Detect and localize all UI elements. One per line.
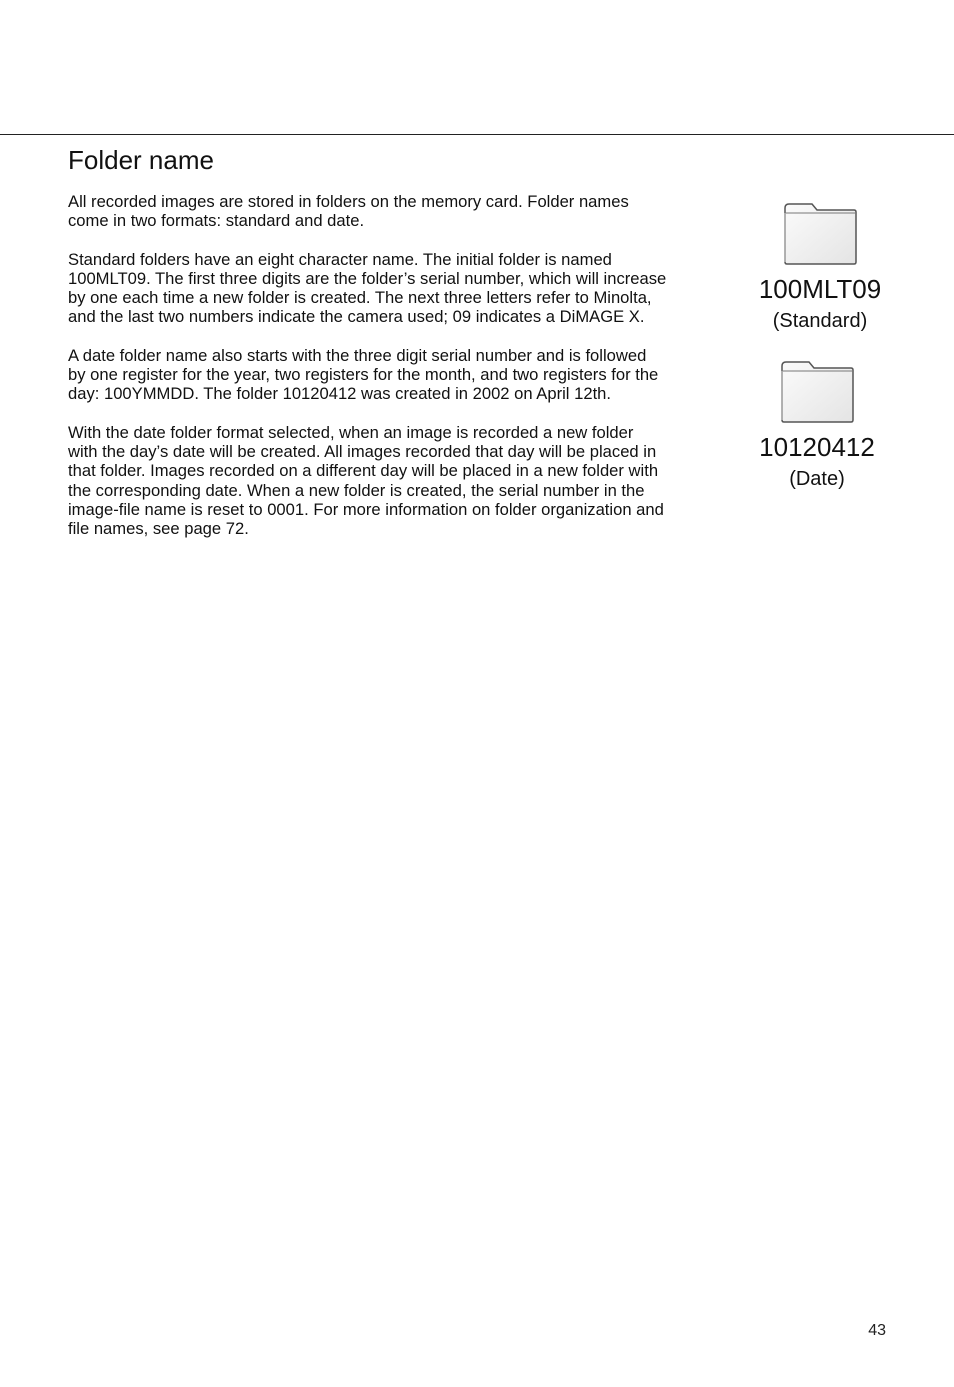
folder-name: 100MLT09 [758, 274, 882, 304]
paragraph-date-folders [68, 346, 730, 404]
text-line: come in two formats: standard and date. [68, 211, 365, 231]
text-line: the corresponding date. When a new folder is created, the serial number in the [68, 480, 645, 500]
folder-icon [779, 358, 855, 424]
text-line: with the day’s date will be created. All images recorded that day will be placed in [68, 441, 657, 461]
standard-folder-example [740, 200, 900, 333]
text-line: 100MLT09. The first three digits are the folder’s serial number, which will increase [68, 268, 667, 288]
text-line: by one each time a new folder is created. The next three letters refer to Minolta, [68, 288, 652, 308]
folder-format-label: (Date) [789, 468, 845, 490]
date-folder-example [737, 358, 897, 491]
paragraph-standard-folders [68, 250, 730, 327]
text-line: day: 100YMMDD. The folder 10120412 was created in 2002 on April 12th. [68, 384, 612, 404]
text-line: All recorded images are stored in folders on the memory card. Folder names [68, 192, 629, 211]
folder-name: 10120412 [759, 432, 875, 462]
text-line: A date folder name also starts with the three digit serial number and is followed [68, 345, 647, 365]
header-rule [0, 134, 954, 135]
body-text [68, 192, 730, 557]
text-line: Standard folders have an eight character name. The initial folder is named [68, 249, 612, 269]
text-line: image-file name is reset to 0001. For more information on folder organization and [68, 499, 664, 519]
text-line: and the last two numbers indicate the camera used; 09 indicates a DiMAGE X. [68, 307, 645, 327]
folder-icon [782, 200, 858, 266]
text-line: that folder. Images recorded on a different day will be placed in a new folder with [68, 461, 659, 481]
page-number: 43 [868, 1322, 886, 1339]
text-line: by one register for the year, two registers for the month, and two registers for the [68, 365, 659, 385]
page-title: Folder name [68, 145, 214, 175]
paragraph-date-format [68, 423, 730, 539]
text-line: file names, see page 72. [68, 519, 249, 539]
paragraph-intro [68, 192, 730, 231]
folder-format-label: (Standard) [772, 310, 868, 332]
text-line: With the date folder format selected, when an image is recorded a new folder [68, 422, 634, 442]
